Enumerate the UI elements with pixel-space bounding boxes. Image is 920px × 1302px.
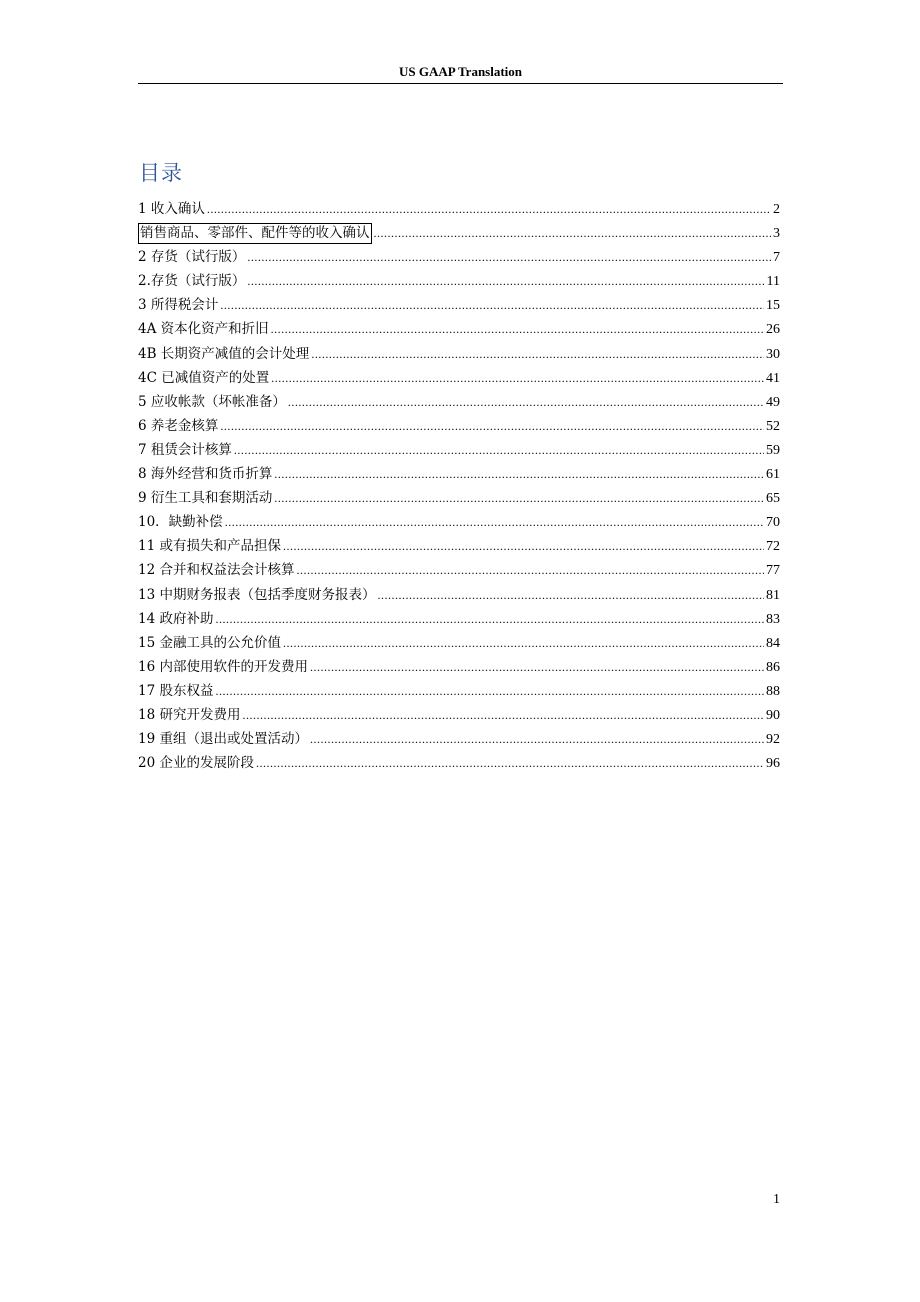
toc-entry-page: 30: [766, 346, 780, 362]
toc-dot-leader: [283, 632, 764, 654]
toc-entry-page: 81: [766, 587, 780, 603]
toc-entry-page: 41: [766, 370, 780, 386]
toc-entry-page: 49: [766, 394, 780, 410]
page-number: 1: [773, 1192, 780, 1207]
toc-entry-text: 4B 长期资产减值的会计处理: [138, 345, 310, 362]
toc-entry[interactable]: [138, 704, 780, 728]
toc-entry[interactable]: [138, 391, 780, 415]
toc-entry-text: 13 中期财务报表（包括季度财务报表）: [138, 586, 376, 603]
toc-entry-page: 83: [766, 611, 780, 627]
toc-entry-text: 7 租赁会计核算: [138, 441, 232, 458]
toc-entry[interactable]: [138, 559, 780, 583]
toc-dot-leader: [242, 704, 764, 726]
toc-entry-text: 9 衍生工具和套期活动: [138, 490, 273, 507]
toc-entry[interactable]: [138, 270, 780, 294]
toc-entry-page: 96: [766, 756, 780, 772]
toc-entry[interactable]: [138, 511, 780, 535]
toc-dot-leader: [288, 391, 764, 413]
toc-entry[interactable]: [138, 656, 780, 680]
toc-entry-text: 4C 已减值资产的处置: [138, 369, 270, 386]
toc-entry[interactable]: [138, 632, 780, 656]
toc-dot-leader: [310, 656, 764, 678]
toc-entry-page: 70: [766, 515, 780, 531]
toc-entry-page: 59: [766, 442, 780, 458]
toc-entry[interactable]: [138, 680, 780, 704]
toc-entry-page: 2: [773, 202, 780, 217]
toc-entry[interactable]: [138, 222, 780, 246]
toc-dot-leader: [377, 584, 764, 606]
toc-entry[interactable]: [138, 318, 780, 342]
toc-entry-page: 15: [766, 298, 780, 314]
toc-entry-text: 5 应收帐款（坏帐准备）: [138, 393, 286, 410]
toc-dot-leader: [256, 752, 764, 774]
header-rule: [138, 83, 783, 84]
toc-dot-leader: [274, 463, 764, 485]
toc-dot-leader: [374, 222, 772, 244]
toc-entry[interactable]: [138, 728, 780, 752]
toc-entry-text: 11 或有损失和产品担保: [138, 538, 281, 555]
toc-entry-text: 8 海外经营和货币折算: [138, 466, 273, 483]
page-header: US GAAP Translation: [398, 64, 523, 79]
toc-entry[interactable]: [138, 535, 780, 559]
toc-entry-text: 4A 资本化资产和折旧: [138, 321, 269, 338]
toc-dot-leader: [234, 439, 764, 461]
toc-dot-leader: [310, 728, 764, 750]
toc-entry-page: 11: [766, 274, 780, 290]
toc-title: 目录: [139, 161, 183, 185]
toc-entry-page: 77: [766, 563, 780, 579]
toc-entry[interactable]: [138, 439, 780, 463]
toc-dot-leader: [271, 367, 764, 389]
toc-entry[interactable]: [138, 246, 780, 270]
toc-entry-text: 20 企业的发展阶段: [138, 755, 254, 772]
toc-entry-page: 26: [766, 322, 780, 338]
toc-entry[interactable]: [138, 463, 780, 487]
toc-dot-leader: [283, 535, 764, 557]
toc-dot-leader: [311, 343, 764, 365]
toc-entry[interactable]: [138, 584, 780, 608]
toc-entry[interactable]: [138, 343, 780, 367]
toc-entry-text: 16 内部使用软件的开发费用: [138, 658, 308, 675]
toc-entry[interactable]: [138, 608, 780, 632]
toc-entry-page: 90: [766, 707, 780, 723]
toc-entry-text: 3 所得税会计: [138, 297, 219, 314]
toc-entry[interactable]: [138, 294, 780, 318]
toc-entry-text: 12 合并和权益法会计核算: [138, 562, 295, 579]
toc-entry-page: 65: [766, 491, 780, 507]
toc-dot-leader: [274, 487, 764, 509]
toc-entry-text: 1 收入确认: [138, 201, 205, 217]
toc-dot-leader: [225, 511, 764, 533]
toc-dot-leader: [220, 294, 764, 316]
toc-entry-page: 92: [766, 732, 780, 748]
toc-entry-text: 2 存货（试行版）: [138, 249, 246, 266]
toc-entry[interactable]: [138, 367, 780, 391]
toc-entry[interactable]: [138, 487, 780, 511]
toc-dot-leader: [215, 680, 764, 702]
toc-dot-leader: [207, 198, 771, 220]
toc-entry-page: 72: [766, 539, 780, 555]
toc-entry-page: 7: [773, 250, 780, 266]
toc-entry-text: 10．缺勤补偿: [138, 514, 223, 531]
toc-dot-leader: [271, 318, 764, 340]
toc-entry-page: 88: [766, 683, 780, 699]
toc-dot-leader: [247, 246, 771, 268]
toc-dot-leader: [215, 608, 764, 630]
toc-entry-text: 17 股东权益: [138, 682, 214, 699]
toc-dot-leader: [296, 559, 764, 581]
toc-entry-text: 2.存货（试行版）: [138, 273, 246, 290]
toc-entry[interactable]: [138, 198, 780, 222]
toc-entry-text: 14 政府补助: [138, 610, 214, 627]
toc-entry[interactable]: [138, 752, 780, 776]
table-of-contents: [138, 198, 780, 776]
toc-entry-text: 6 养老金核算: [138, 417, 219, 434]
toc-dot-leader: [247, 270, 764, 292]
toc-entry-page: 52: [766, 418, 780, 434]
toc-entry-page: 84: [766, 635, 780, 651]
toc-entry-text: 15 金融工具的公允价值: [138, 634, 281, 651]
toc-entry-text: 19 重组（退出或处置活动）: [138, 731, 308, 748]
toc-dot-leader: [220, 415, 764, 437]
toc-entry[interactable]: [138, 415, 780, 439]
toc-entry-text: 18 研究开发费用: [138, 706, 241, 723]
toc-entry-page: 86: [766, 659, 780, 675]
toc-entry-page: 3: [773, 226, 780, 242]
toc-entry-text: 销售商品、零部件、配件等的收入确认: [138, 223, 372, 244]
toc-entry-page: 61: [766, 467, 780, 483]
